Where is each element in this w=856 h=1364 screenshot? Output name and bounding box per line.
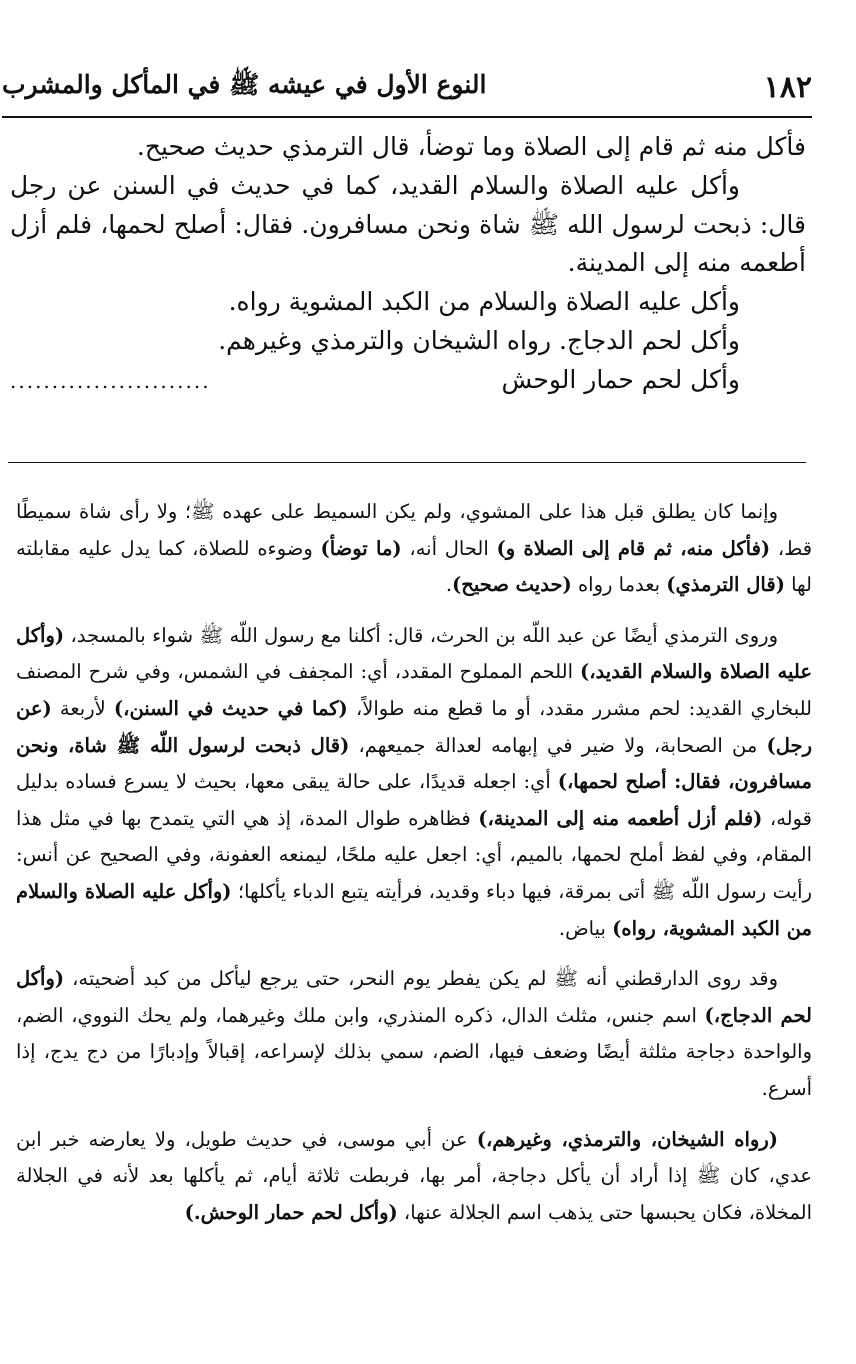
quoted-matn: (قال ذبحت لرسول اللّه ﷺ شاة، ونحن مسافرون، فقال: أصلح لحمها،) [16,733,812,794]
matn-last-line [10,361,806,401]
main-text [10,128,806,401]
commentary-paragraph [16,494,812,604]
commentary-text: بعدما رواه [571,573,667,597]
quoted-matn: (فأكل منه، ثم قام إلى الصلاة و) [496,536,771,560]
quoted-matn: (وأكل لحم حمار الوحش.) [184,1200,398,1224]
commentary-text: من الصحابة، ولا ضير في إبهامه لعدالة جميعهم، [349,733,767,757]
quoted-matn: (كما في حديث في السنن،) [113,696,348,720]
commentary-paragraph [16,618,812,947]
commentary-text: اسم جنس، مثلث الدال، ذكره المنذري، وابن ملك وغيرهما، ولم يحك النووي، الضم، والواحدة دجاجة مثلثة أيضًا وضعف فيها، الضم، سمي بذلك لإسراعه، إقبالاً وإدبارًا من دج يدج، إذا أسرع. [16,1003,812,1100]
commentary-text: فظاهره طوال المدة، إذ هي التي يتمدح بها في مثل هذا المقام، وفي لفظ أملح لحمها، بالميم، أي: اجعل عليه ملحًا، ليمنعه العفونة، وفي الصحيح عن أنس: رأيت رسول اللّه ﷺ أتى بمرقة، فيها دباء وقديد، فرأيته يتبع الدباء يأكلها؛ [16,806,812,903]
quoted-matn: (وأكل عليه الصلاة والسلام القديد،) [16,623,812,684]
commentary-text: وإنما كان يطلق قبل هذا على المشوي، ولم يكن السميط على عهده ﷺ؛ ولا رأى شاة سميطًا قط، [16,500,813,560]
matn-line: وأكل لحم حمار الوحش [501,364,740,394]
quoted-matn: (وأكل لحم الدجاج،) [16,967,812,1027]
quoted-matn: (عن رجل) [16,696,812,757]
matn-line: وأكل لحم الدجاج. رواه الشيخان والترمذي وغيرهم. [218,325,740,355]
commentary-text: اللحم المملوح المقدد، أي: المجفف في الشمس، وفي شرح المصنف للبخاري القديد: لحم مشرر مقدد، أو ما قطع منه طوالاً، [16,660,812,720]
commentary-text: وقد روى الدارقطني أنه ﷺ لم يكن يفطر يوم النحر، حتى يرجع ليأكل من كبد أضحيته، [64,967,778,991]
quoted-matn: (حديث صحيح) [452,573,572,597]
matn-paragraph: وأكل عليه الصلاة والسلام القديد، كما في حديث في السنن عن رجل قال: ذبحت لرسول الله ﷺ شاة ونحن مسافرون. فقال: أصلح لحمها، فلم أزل أطعمه منه إلى المدينة. [10,170,806,278]
commentary-text: بياض. [558,916,613,940]
commentary-text: لأربعة [51,696,114,720]
commentary-text: عن أبي موسى، في حديث طويل، ولا يعارضه خبر ابن عدي، كان ﷺ إذا أراد أن يأكل دجاجة، أمر بها، فربطت ثلاثة أيام، ثم يأكلها بعد لأنه في الجلالة المخلاة، فكان يحبسها حتى يذهب اسم الجلالة عنها، [16,1127,812,1224]
commentary-text: الحال أنه، [401,536,497,560]
quoted-matn: (ما توضأ) [320,536,402,560]
quoted-matn: (قال الترمذي) [666,573,785,597]
page-number: ١٨٢ [763,69,812,105]
quoted-matn: (رواه الشيخان، والترمذي، وغيرهم،) [476,1127,778,1151]
running-title: النوع الأول في عيشه ﷺ في المأكل والمشرب [2,69,487,99]
quoted-matn: (وأكل عليه الصلاة والسلام من الكبد المشوية، رواه) [16,879,812,940]
commentary-text: وضوءه للصلاة، كما يدل عليه مقابلته لها [16,536,812,597]
quoted-matn: (فلم أزل أطعمه منه إلى المدينة،) [478,806,763,830]
commentary-text: وروى الترمذي أيضًا عن عبد اللّه بن الحرث، قال: أكلنا مع رسول اللّه ﷺ شواء بالمسجد، [64,623,778,647]
commentary-text: أي: اجعله قديدًا، على حالة يبقى معها، بحيث لا يسرع فساده بدليل قوله، [16,770,812,830]
commentary-paragraph [16,1122,812,1232]
commentary-paragraph [16,961,812,1107]
matn-line: فأكل منه ثم قام إلى الصلاة وما توضأ، قال الترمذي حديث صحيح. [136,132,806,161]
commentary-text: . [445,573,453,597]
matn-line: وأكل عليه الصلاة والسلام من الكبد المشوية رواه. [228,287,740,317]
separator-rule [8,462,806,463]
commentary [16,494,812,1245]
page-header [2,58,812,118]
continuation-dots: ........................ [10,368,211,393]
